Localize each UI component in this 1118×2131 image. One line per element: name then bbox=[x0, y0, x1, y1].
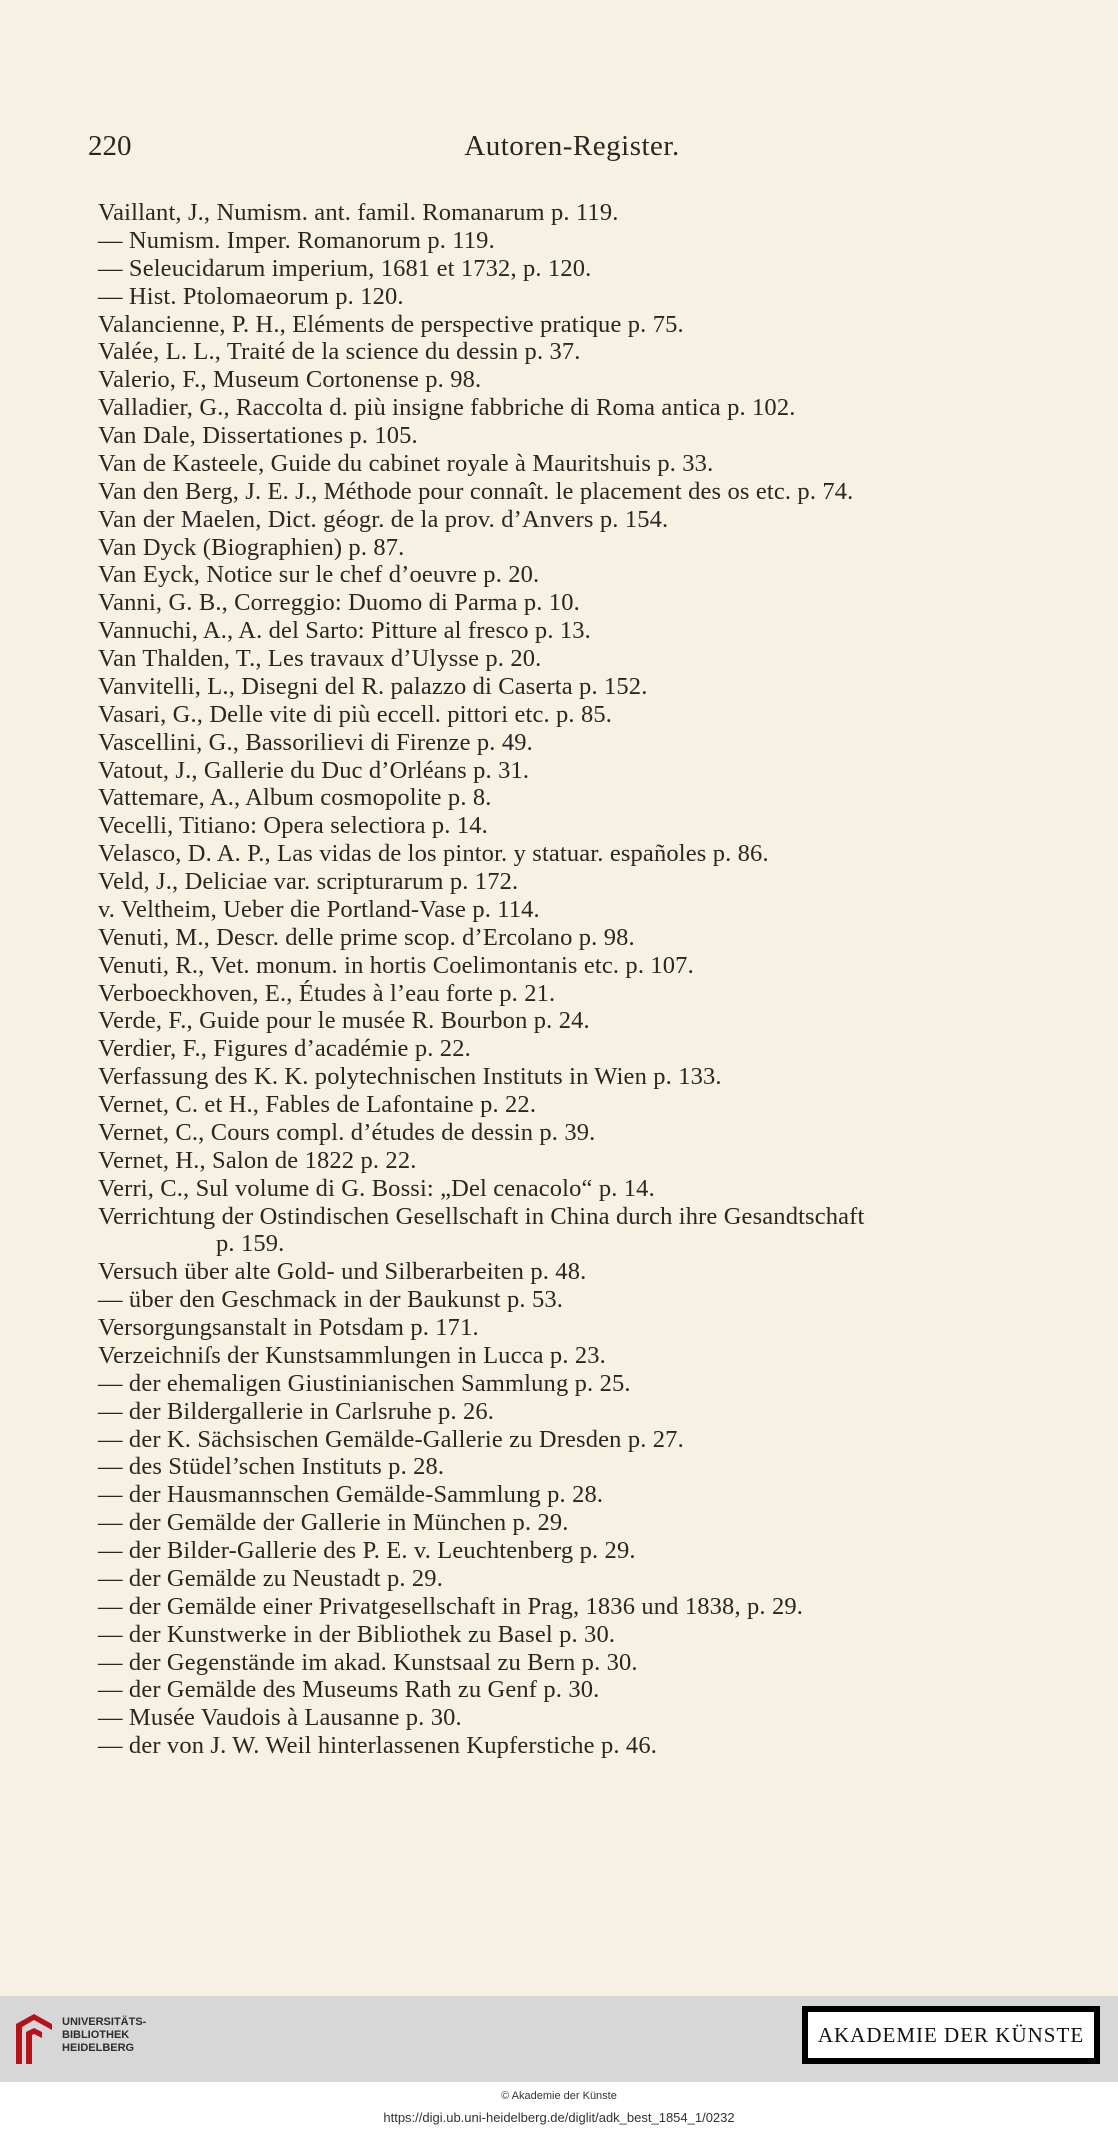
index-entry: — der Gemälde der Gallerie in München p. 29. bbox=[98, 1509, 569, 1537]
index-entry: Valancienne, P. H., Eléments de perspective pratique p. 75. bbox=[98, 310, 684, 338]
index-entry: Valée, L. L., Traité de la science du dessin p. 37. bbox=[98, 338, 581, 366]
index-entry: Van Thalden, T., Les travaux d’Ulysse p. 20. bbox=[98, 645, 542, 672]
index-entry: v. Veltheim, Ueber die Portland-Vase p. 114. bbox=[98, 895, 540, 923]
index-entry: Vanvitelli, L., Disegni del R. palazzo di Caserta p. 152. bbox=[98, 672, 648, 700]
index-entry: Veld, J., Deliciae var. scripturarum p. 172. bbox=[98, 868, 519, 895]
index-entry: — über den Geschmack in der Baukunst p. 53. bbox=[98, 1286, 564, 1314]
index-entry: Vannuchi, A., A. del Sarto: Pitture al fresco p. 13. bbox=[98, 617, 591, 645]
viewer-footer bbox=[0, 1996, 1118, 2131]
heidelberg-library-logo[interactable] bbox=[12, 2004, 162, 2074]
index-entry: Venuti, R., Vet. monum. in hortis Coelimontanis etc. p. 107. bbox=[98, 951, 694, 979]
index-entry: Van den Berg, J. E. J., Méthode pour connaît. le placement des os etc. p. 74. bbox=[98, 477, 854, 505]
index-entry: — der Kunstwerke in der Bibliothek zu Basel p. 30. bbox=[98, 1620, 616, 1648]
index-entry: Van Dale, Dissertationes p. 105. bbox=[98, 422, 418, 449]
library-emblem-icon bbox=[12, 2010, 56, 2066]
index-entry: Verri, C., Sul volume di G. Bossi: „Del cenacolo“ p. 14. bbox=[98, 1174, 655, 1202]
index-entry: Van Eyck, Notice sur le chef d’oeuvre p. 20. bbox=[98, 561, 540, 589]
index-entry-continuation: p. 159. bbox=[216, 1230, 285, 1258]
index-entry: Vernet, C. et H., Fables de Lafontaine p. 22. bbox=[98, 1091, 537, 1118]
akademie-logo-text: AKADEMIE DER KÜNSTE bbox=[808, 2012, 1094, 2058]
index-entry: — der von J. W. Weil hinterlassenen Kupferstiche p. 46. bbox=[98, 1732, 658, 1760]
akademie-logo[interactable] bbox=[802, 2006, 1100, 2064]
index-entry: — der Gemälde des Museums Rath zu Genf p. 30. bbox=[98, 1676, 600, 1704]
index-entry: Verdier, F., Figures d’académie p. 22. bbox=[98, 1035, 471, 1063]
index-entry: Verrichtung der Ostindischen Gesellschaft in China durch ihre Gesandtschaft bbox=[98, 1202, 865, 1230]
index-entry: — der Hausmannschen Gemälde-Sammlung p. 28. bbox=[98, 1481, 604, 1509]
index-entry: Valerio, F., Museum Cortonense p. 98. bbox=[98, 366, 482, 394]
index-entry: Vattemare, A., Album cosmopolite p. 8. bbox=[98, 784, 492, 812]
index-entry: Vecelli, Titiano: Opera selectiora p. 14. bbox=[98, 812, 488, 840]
index-entry: Van de Kasteele, Guide du cabinet royale à Mauritshuis p. 33. bbox=[98, 449, 714, 477]
copyright-notice: © Akademie der Künste bbox=[501, 2090, 617, 2102]
index-entry: Versorgungsanstalt in Potsdam p. 171. bbox=[98, 1314, 479, 1341]
page-header bbox=[88, 130, 1056, 170]
author-index-list bbox=[98, 199, 1098, 1760]
index-entry: Vernet, C., Cours compl. d’études de dessin p. 39. bbox=[98, 1118, 596, 1146]
index-entry: Vatout, J., Gallerie du Duc d’Orléans p. 31. bbox=[98, 756, 530, 784]
index-entry: Venuti, M., Descr. delle prime scop. d’Ercolano p. 98. bbox=[98, 923, 635, 951]
index-entry: — der Gemälde einer Privatgesellschaft in Prag, 1836 und 1838, p. 29. bbox=[98, 1592, 804, 1620]
footer-logo-band bbox=[0, 1996, 1118, 2082]
index-entry: Velasco, D. A. P., Las vidas de los pintor. y statuar. españoles p. 86. bbox=[98, 840, 769, 868]
index-entry: — der Gegenstände im akad. Kunstsaal zu Bern p. 30. bbox=[98, 1648, 638, 1676]
index-entry: — der K. Sächsischen Gemälde-Gallerie zu Dresden p. 27. bbox=[98, 1425, 684, 1453]
index-entry: Verfassung des K. K. polytechnischen Instituts in Wien p. 133. bbox=[98, 1063, 722, 1091]
index-entry: — Hist. Ptolomaeorum p. 120. bbox=[98, 282, 404, 310]
index-entry: Van der Maelen, Dict. géogr. de la prov. d’Anvers p. 154. bbox=[98, 505, 669, 533]
index-entry: Verboeckhoven, E., Études à l’eau forte p. 21. bbox=[98, 979, 556, 1007]
library-name-line: HEIDELBERG bbox=[62, 2042, 135, 2054]
permalink-url[interactable]: https://digi.ub.uni-heidelberg.de/diglit/adk_best_1854_1/0232 bbox=[383, 2110, 735, 2125]
index-entry: — der ehemaligen Giustinianischen Sammlung p. 25. bbox=[98, 1369, 631, 1397]
index-entry: Van Dyck (Biographien) p. 87. bbox=[98, 533, 405, 561]
index-entry: — der Bilder-Gallerie des P. E. v. Leuchtenberg p. 29. bbox=[98, 1537, 636, 1564]
index-entry: Vasari, G., Delle vite di più eccell. pittori etc. p. 85. bbox=[98, 700, 613, 728]
index-entry: — der Gemälde zu Neustadt p. 29. bbox=[98, 1564, 443, 1592]
index-entry: — Musée Vaudois à Lausanne p. 30. bbox=[98, 1704, 462, 1732]
index-entry: Vernet, H., Salon de 1822 p. 22. bbox=[98, 1146, 417, 1174]
index-entry: — Seleucidarum imperium, 1681 et 1732, p. 120. bbox=[98, 254, 592, 282]
index-entry: Vaillant, J., Numism. ant. famil. Romanarum p. 119. bbox=[98, 199, 619, 226]
index-entry: Vanni, G. B., Correggio: Duomo di Parma p. 10. bbox=[98, 589, 580, 617]
index-entry: — der Bildergallerie in Carlsruhe p. 26. bbox=[98, 1397, 495, 1425]
index-entry: — des Stüdel’schen Instituts p. 28. bbox=[98, 1453, 445, 1481]
index-entry: Versuch über alte Gold- und Silberarbeiten p. 48. bbox=[98, 1258, 587, 1286]
library-name-line: UNIVERSITÄTS- bbox=[62, 2016, 147, 2028]
index-entry: Vascellini, G., Bassorilievi di Firenze p. 49. bbox=[98, 728, 533, 756]
index-entry: — Numism. Imper. Romanorum p. 119. bbox=[98, 226, 495, 254]
index-entry: Valladier, G., Raccolta d. più insigne fabbriche di Roma antica p. 102. bbox=[98, 394, 796, 422]
index-entry: Verde, F., Guide pour le musée R. Bourbon p. 24. bbox=[98, 1007, 590, 1035]
page-number: 220 bbox=[88, 130, 132, 162]
library-name bbox=[62, 2016, 146, 2055]
running-title: Autoren-Register. bbox=[464, 130, 680, 162]
index-entry: Verzeichniſs der Kunstsammlungen in Lucca p. 23. bbox=[98, 1341, 606, 1369]
library-name-line: BIBLIOTHEK bbox=[62, 2029, 130, 2041]
